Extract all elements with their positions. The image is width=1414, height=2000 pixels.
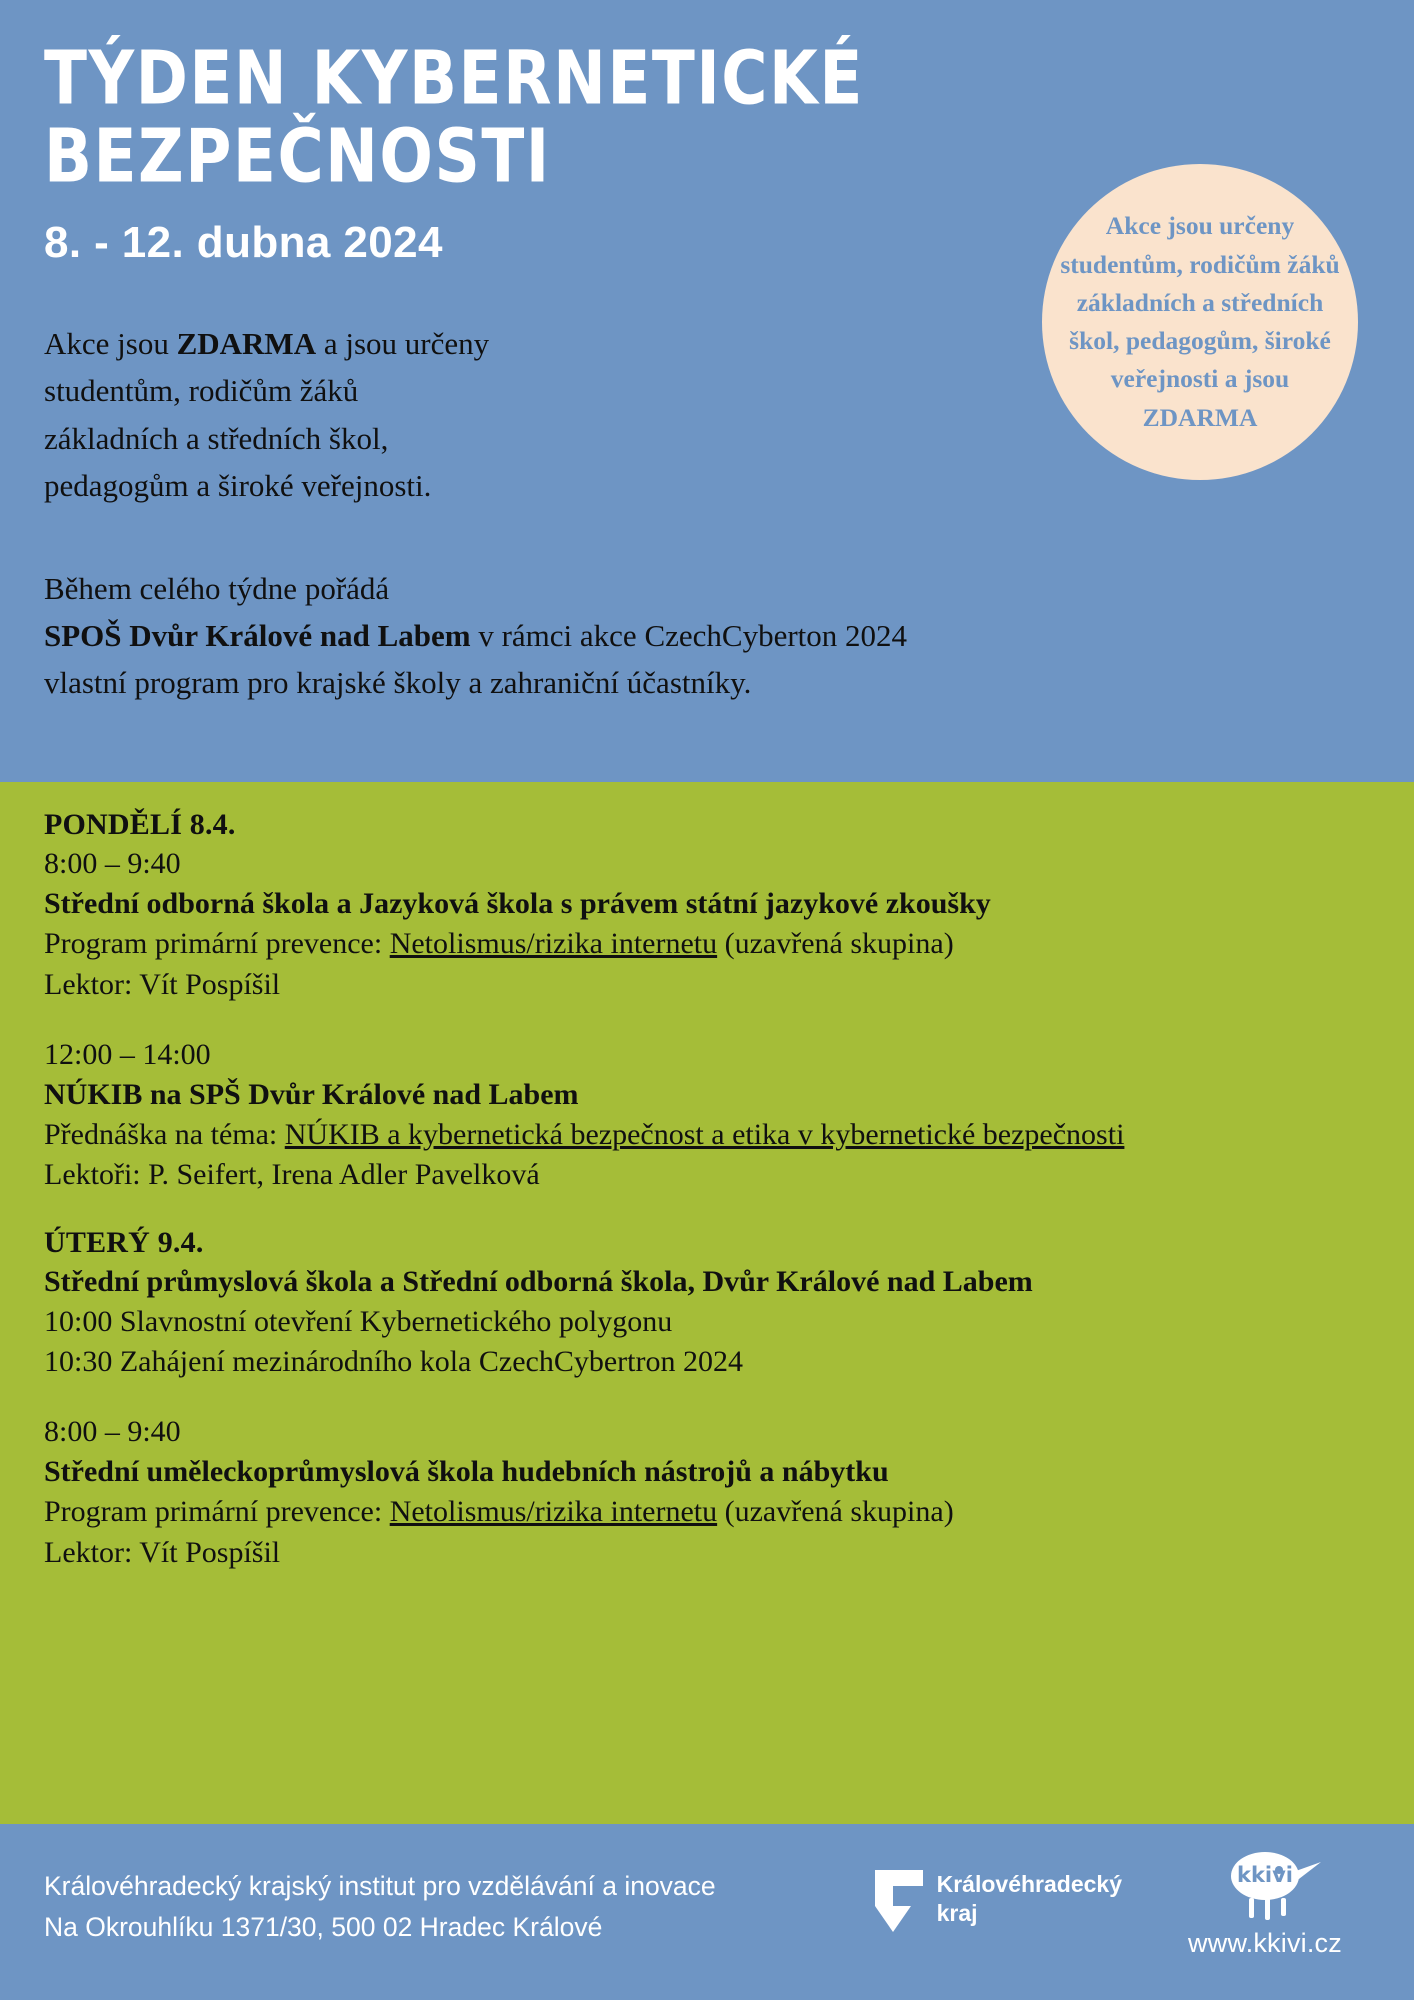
event-dates: 8. - 12. dubna 2024: [44, 218, 443, 268]
khk-arrow-icon: [871, 1866, 927, 1938]
event-description: [44, 1115, 1370, 1155]
intro-free-emphasis: ZDARMA: [176, 326, 317, 362]
event-description: [44, 924, 1370, 964]
intro-paragraph: [44, 320, 684, 508]
highlight-bubble: [1042, 164, 1358, 480]
khk-logo-text: [937, 1870, 1122, 1928]
event-time: 12:00 – 14:00: [44, 1037, 211, 1071]
institute-address: [44, 1866, 884, 1948]
event-place: Střední uměleckoprůmyslová škola hudebních nástrojů a nábytku: [44, 1455, 889, 1489]
event-description-suffix: (uzavřená skupina): [717, 1495, 954, 1529]
event-item: 10:30 Zahájení mezinárodního kola CzechCybertron 2024: [44, 1344, 743, 1378]
kkivi-website-url[interactable]: www.kkivi.cz: [1188, 1928, 1342, 1958]
event-time: 8:00 – 9:40: [44, 1415, 181, 1449]
intro-line-4: pedagogům a široké veřejnosti.: [44, 467, 432, 503]
highlight-bubble-text: Akce jsou určeny studentům, rodičům žáků základních a středních škol, pedagogům, široké veřejnosti a jsou ZDARMA: [1060, 211, 1340, 432]
organizer-paragraph: [44, 565, 1204, 706]
page-title: TÝDEN KYBERNETICKÉ BEZPEČNOSTI: [44, 35, 864, 200]
svg-text:kkivi: kkivi: [1236, 1863, 1294, 1887]
program-tuesday-event-2: [44, 1412, 1370, 1573]
event-description-prefix: Přednáška na téma:: [44, 1118, 285, 1152]
khk-logo: [871, 1858, 1122, 1938]
event-description-link[interactable]: Netolismus/rizika internetu: [389, 927, 718, 961]
program-day-tuesday: [44, 1226, 1370, 1383]
intro-line-3: základních a středních škol,: [44, 420, 389, 456]
organizer-line-2b: v rámci akce CzechCyberton 2024: [470, 617, 908, 653]
kkivi-logo[interactable]: [1160, 1850, 1370, 1959]
intro-line-2: studentům, rodičům žáků: [44, 373, 359, 409]
event-place: Střední odborná škola a Jazyková škola s právem státní jazykové zkoušky: [44, 887, 991, 921]
poster-header: [0, 0, 1414, 782]
organizer-school: SPOŠ Dvůr Králové nad Labem: [44, 617, 471, 653]
day-heading-tuesday: ÚTERÝ 9.4.: [44, 1225, 204, 1259]
event-item: 10:00 Slavnostní otevření Kybernetického polygonu: [44, 1304, 673, 1338]
poster-footer: [0, 1824, 1414, 2000]
event-description-link[interactable]: NÚKIB a kybernetická bezpečnost a etika v kybernetické bezpečnosti: [284, 1118, 1125, 1152]
institute-name: Královéhradecký krajský institut pro vzdělávání a inovace: [44, 1871, 716, 1901]
event-description-prefix: Program primární prevence:: [44, 1495, 390, 1529]
event-description-prefix: Program primární prevence:: [44, 927, 390, 961]
program-section: [0, 782, 1414, 1824]
event-description: [44, 1492, 1370, 1532]
event-time: 8:00 – 9:40: [44, 847, 181, 880]
event-description-link[interactable]: Netolismus/rizika internetu: [389, 1495, 718, 1529]
khk-logo-line-1: Královéhradecký: [936, 1871, 1122, 1897]
khk-logo-line-2: kraj: [936, 1899, 978, 1926]
event-place: NÚKIB na SPŠ Dvůr Králové nad Labem: [44, 1077, 579, 1111]
program-monday-event-2: [44, 1035, 1370, 1196]
day-heading-monday: PONDĚLÍ 8.4.: [44, 808, 236, 841]
event-lector: Lektor: Vít Pospíšil: [44, 967, 281, 1001]
event-lector: Lektoři: P. Seifert, Irena Adler Pavelková: [44, 1158, 540, 1192]
kiwi-bird-icon: [1205, 1850, 1325, 1924]
organizer-line-3: vlastní program pro krajské školy a zahraniční účastníky.: [44, 664, 752, 700]
organizer-line-1: Během celého týdne pořádá: [44, 570, 390, 606]
event-description-suffix: (uzavřená skupina): [717, 927, 954, 961]
event-place: Střední průmyslová škola a Střední odborná škola, Dvůr Králové nad Labem: [44, 1264, 1033, 1298]
event-lector: Lektor: Vít Pospíšil: [44, 1535, 281, 1569]
program-day-monday: [44, 808, 1370, 1005]
intro-text-c: a jsou určeny: [316, 326, 490, 362]
intro-text-a: Akce jsou: [44, 326, 177, 362]
institute-street: Na Okrouhlíku 1371/30, 500 02 Hradec Králové: [44, 1912, 603, 1943]
